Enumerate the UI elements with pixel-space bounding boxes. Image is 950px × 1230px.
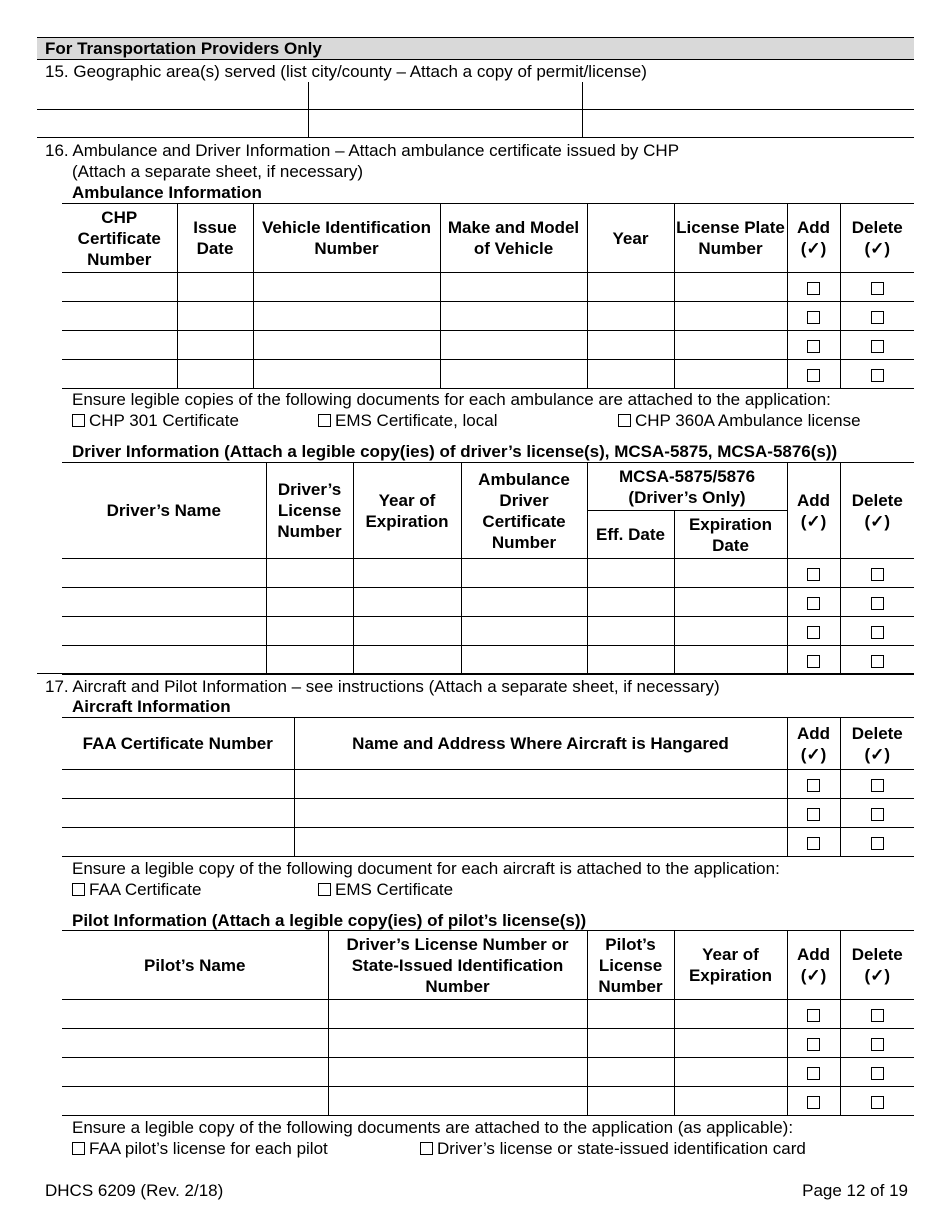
table-row: [62, 302, 914, 331]
table-row: [62, 1058, 914, 1087]
cell-input[interactable]: [587, 646, 674, 675]
ambulance-table: [62, 203, 914, 389]
col-make-model: Make and Model of Vehicle: [440, 204, 587, 273]
delete-checkbox[interactable]: [871, 779, 884, 792]
col-delete: Delete (✓): [840, 463, 914, 559]
col-add: Add (✓): [787, 718, 840, 770]
cell-input[interactable]: [674, 559, 787, 588]
delete-checkbox[interactable]: [871, 597, 884, 610]
col-vin: Vehicle Identification Number: [253, 204, 440, 273]
col-year: Year: [587, 204, 674, 273]
section-title: For Transportation Providers Only: [45, 39, 322, 58]
col-add: Add (✓): [787, 463, 840, 559]
cell-input[interactable]: [328, 1000, 587, 1029]
add-checkbox[interactable]: [807, 1009, 820, 1022]
add-checkbox[interactable]: [807, 311, 820, 324]
checkbox[interactable]: [72, 414, 85, 427]
page-number: Page 12 of 19: [802, 1181, 908, 1200]
cell-input[interactable]: [266, 559, 353, 588]
pilot-table: [62, 930, 914, 1116]
aircraft-table: [62, 717, 914, 857]
col-mcsa: MCSA-5875/5876 (Driver’s Only): [587, 463, 787, 511]
q16-label: 16. Ambulance and Driver Information – Attach ambulance certificate issued by CHP: [45, 141, 680, 160]
table-row: [62, 828, 914, 857]
table-row: [62, 1000, 914, 1029]
col-eff-date: Eff. Date: [587, 511, 674, 559]
cell-input[interactable]: [353, 588, 461, 617]
col-faa-cert: FAA Certificate Number: [62, 718, 294, 770]
col-driver-name: Driver’s Name: [62, 463, 266, 559]
cell-input[interactable]: [62, 828, 294, 857]
add-checkbox[interactable]: [807, 1067, 820, 1080]
table-row: [62, 559, 914, 588]
col-year-exp: Year of Expiration: [353, 463, 461, 559]
table-row: [62, 360, 914, 389]
cell-input[interactable]: [62, 799, 294, 828]
cell-input[interactable]: [294, 799, 787, 828]
cell-input[interactable]: [253, 302, 440, 331]
cell-input[interactable]: [587, 273, 674, 302]
add-checkbox[interactable]: [807, 568, 820, 581]
delete-checkbox[interactable]: [871, 369, 884, 382]
doc-ems-cert[interactable]: [318, 879, 453, 900]
doc-label: Driver’s license or state-issued identification card: [437, 1139, 806, 1158]
cell-input[interactable]: [328, 1087, 587, 1116]
delete-checkbox[interactable]: [871, 340, 884, 353]
cell-input[interactable]: [587, 588, 674, 617]
cell-input[interactable]: [62, 302, 177, 331]
cell-input[interactable]: [587, 617, 674, 646]
q15-label: 15. Geographic area(s) served (list city/county – Attach a copy of permit/license): [45, 62, 647, 81]
cell-input[interactable]: [62, 1029, 328, 1058]
cell-input[interactable]: [62, 1087, 328, 1116]
cell-input[interactable]: [266, 646, 353, 675]
cell-input[interactable]: [177, 360, 253, 389]
cell-input[interactable]: [674, 617, 787, 646]
cell-input[interactable]: [440, 302, 587, 331]
cell-input[interactable]: [674, 646, 787, 675]
cell-input[interactable]: [587, 302, 674, 331]
cell-input[interactable]: [674, 1058, 787, 1087]
doc-ems-local[interactable]: [318, 410, 498, 431]
delete-checkbox[interactable]: [871, 282, 884, 295]
col-driver-license-id: Driver’s License Number or State-Issued Identification Number: [328, 931, 587, 1000]
pilot-ensure-text: Ensure a legible copy of the following documents are attached to the application (as applicable):: [72, 1118, 794, 1137]
table-row: [62, 331, 914, 360]
cell-input[interactable]: [674, 1087, 787, 1116]
ambulance-heading: Ambulance Information: [72, 183, 262, 202]
form-number: DHCS 6209 (Rev. 2/18): [45, 1181, 224, 1200]
delete-checkbox[interactable]: [871, 1009, 884, 1022]
doc-faa-cert[interactable]: [72, 879, 201, 900]
add-checkbox[interactable]: [807, 779, 820, 792]
driver-table: [62, 462, 914, 675]
doc-chp301[interactable]: [72, 410, 239, 431]
cell-input[interactable]: [353, 646, 461, 675]
col-plate: License Plate Number: [674, 204, 787, 273]
cell-input[interactable]: [266, 588, 353, 617]
col-delete: Delete (✓): [840, 204, 914, 273]
cell-input[interactable]: [253, 360, 440, 389]
col-year-exp: Year of Expiration: [674, 931, 787, 1000]
table-row: [62, 1029, 914, 1058]
add-checkbox[interactable]: [807, 808, 820, 821]
cell-input[interactable]: [177, 331, 253, 360]
cell-input[interactable]: [62, 273, 177, 302]
col-pilot-name: Pilot’s Name: [62, 931, 328, 1000]
checkbox[interactable]: [420, 1142, 433, 1155]
cell-input[interactable]: [62, 331, 177, 360]
cell-input[interactable]: [328, 1058, 587, 1087]
cell-input[interactable]: [461, 617, 587, 646]
cell-input[interactable]: [62, 1000, 328, 1029]
aircraft-ensure-text: Ensure a legible copy of the following document for each aircraft is attached to the application:: [72, 859, 780, 878]
add-checkbox[interactable]: [807, 597, 820, 610]
q16-sublabel: (Attach a separate sheet, if necessary): [72, 162, 364, 181]
doc-label: CHP 301 Certificate: [89, 411, 239, 430]
add-checkbox[interactable]: [807, 655, 820, 668]
cell-input[interactable]: [674, 1000, 787, 1029]
section-header: [37, 37, 914, 60]
cell-input[interactable]: [587, 559, 674, 588]
cell-input[interactable]: [62, 770, 294, 799]
col-amb-cert: Ambulance Driver Certificate Number: [461, 463, 587, 559]
divider: [37, 673, 914, 674]
driver-heading: Driver Information (Attach a legible copy(ies) of driver’s license(s), MCSA-5875, MCSA-5876(s)): [72, 442, 838, 461]
cell-input[interactable]: [294, 770, 787, 799]
table-row: [62, 273, 914, 302]
doc-label: CHP 360A Ambulance license: [635, 411, 861, 430]
table-row: [62, 646, 914, 675]
cell-input[interactable]: [353, 617, 461, 646]
table-row: [62, 617, 914, 646]
doc-faa-pilot[interactable]: [72, 1138, 328, 1159]
pilot-heading: Pilot Information (Attach a legible copy(ies) of pilot’s license(s)): [72, 911, 587, 930]
cell-input[interactable]: [587, 331, 674, 360]
col-delete: Delete (✓): [840, 931, 914, 1000]
cell-input[interactable]: [461, 559, 587, 588]
cell-input[interactable]: [440, 331, 587, 360]
table-row: [62, 1087, 914, 1116]
add-checkbox[interactable]: [807, 369, 820, 382]
col-add: Add (✓): [787, 931, 840, 1000]
col-delete: Delete (✓): [840, 718, 914, 770]
ambulance-ensure-text: Ensure legible copies of the following documents for each ambulance are attached to the application:: [72, 390, 831, 409]
cell-input[interactable]: [253, 273, 440, 302]
add-checkbox[interactable]: [807, 282, 820, 295]
checkbox[interactable]: [318, 883, 331, 896]
col-add: Add (✓): [787, 204, 840, 273]
divider: [582, 82, 583, 138]
divider: [308, 82, 309, 138]
divider: [37, 109, 914, 110]
doc-label: FAA pilot’s license for each pilot: [89, 1139, 328, 1158]
cell-input[interactable]: [674, 588, 787, 617]
add-checkbox[interactable]: [807, 837, 820, 850]
cell-input[interactable]: [587, 1087, 674, 1116]
col-hangar: Name and Address Where Aircraft is Hangared: [294, 718, 787, 770]
cell-input[interactable]: [177, 302, 253, 331]
doc-label: EMS Certificate, local: [335, 411, 498, 430]
doc-chp360a[interactable]: [618, 410, 861, 431]
checkbox[interactable]: [72, 1142, 85, 1155]
cell-input[interactable]: [440, 273, 587, 302]
table-row: [62, 770, 914, 799]
cell-input[interactable]: [353, 559, 461, 588]
checkbox[interactable]: [618, 414, 631, 427]
col-pilot-license: Pilot’s License Number: [587, 931, 674, 1000]
cell-input[interactable]: [674, 302, 787, 331]
cell-input[interactable]: [266, 617, 353, 646]
checkbox[interactable]: [72, 883, 85, 896]
add-checkbox[interactable]: [807, 1038, 820, 1051]
col-driver-license: Driver’s License Number: [266, 463, 353, 559]
cell-input[interactable]: [674, 360, 787, 389]
cell-input[interactable]: [62, 646, 266, 675]
delete-checkbox[interactable]: [871, 1038, 884, 1051]
delete-checkbox[interactable]: [871, 655, 884, 668]
cell-input[interactable]: [177, 273, 253, 302]
add-checkbox[interactable]: [807, 626, 820, 639]
cell-input[interactable]: [674, 273, 787, 302]
cell-input[interactable]: [253, 331, 440, 360]
doc-label: EMS Certificate: [335, 880, 454, 899]
add-checkbox[interactable]: [807, 340, 820, 353]
cell-input[interactable]: [587, 1058, 674, 1087]
delete-checkbox[interactable]: [871, 311, 884, 324]
cell-input[interactable]: [62, 1058, 328, 1087]
col-exp-date: Expiration Date: [674, 511, 787, 559]
cell-input[interactable]: [587, 1000, 674, 1029]
cell-input[interactable]: [587, 360, 674, 389]
delete-checkbox[interactable]: [871, 1096, 884, 1109]
checkbox[interactable]: [318, 414, 331, 427]
cell-input[interactable]: [328, 1029, 587, 1058]
aircraft-heading: Aircraft Information: [72, 697, 231, 716]
col-chp-cert: CHP Certificate Number: [62, 204, 177, 273]
add-checkbox[interactable]: [807, 1096, 820, 1109]
delete-checkbox[interactable]: [871, 837, 884, 850]
cell-input[interactable]: [294, 828, 787, 857]
cell-input[interactable]: [674, 1029, 787, 1058]
delete-checkbox[interactable]: [871, 1067, 884, 1080]
cell-input[interactable]: [461, 646, 587, 675]
table-row: [62, 799, 914, 828]
cell-input[interactable]: [587, 1029, 674, 1058]
cell-input[interactable]: [62, 360, 177, 389]
col-issue-date: Issue Date: [177, 204, 253, 273]
q17-label: 17. Aircraft and Pilot Information – see instructions (Attach a separate sheet, if necessary): [45, 677, 720, 696]
delete-checkbox[interactable]: [871, 626, 884, 639]
cell-input[interactable]: [461, 588, 587, 617]
cell-input[interactable]: [440, 360, 587, 389]
cell-input[interactable]: [62, 588, 266, 617]
delete-checkbox[interactable]: [871, 568, 884, 581]
doc-label: FAA Certificate: [89, 880, 202, 899]
delete-checkbox[interactable]: [871, 808, 884, 821]
cell-input[interactable]: [62, 559, 266, 588]
cell-input[interactable]: [674, 331, 787, 360]
doc-driver-license[interactable]: [420, 1138, 806, 1159]
divider: [37, 137, 914, 138]
table-row: [62, 588, 914, 617]
cell-input[interactable]: [62, 617, 266, 646]
